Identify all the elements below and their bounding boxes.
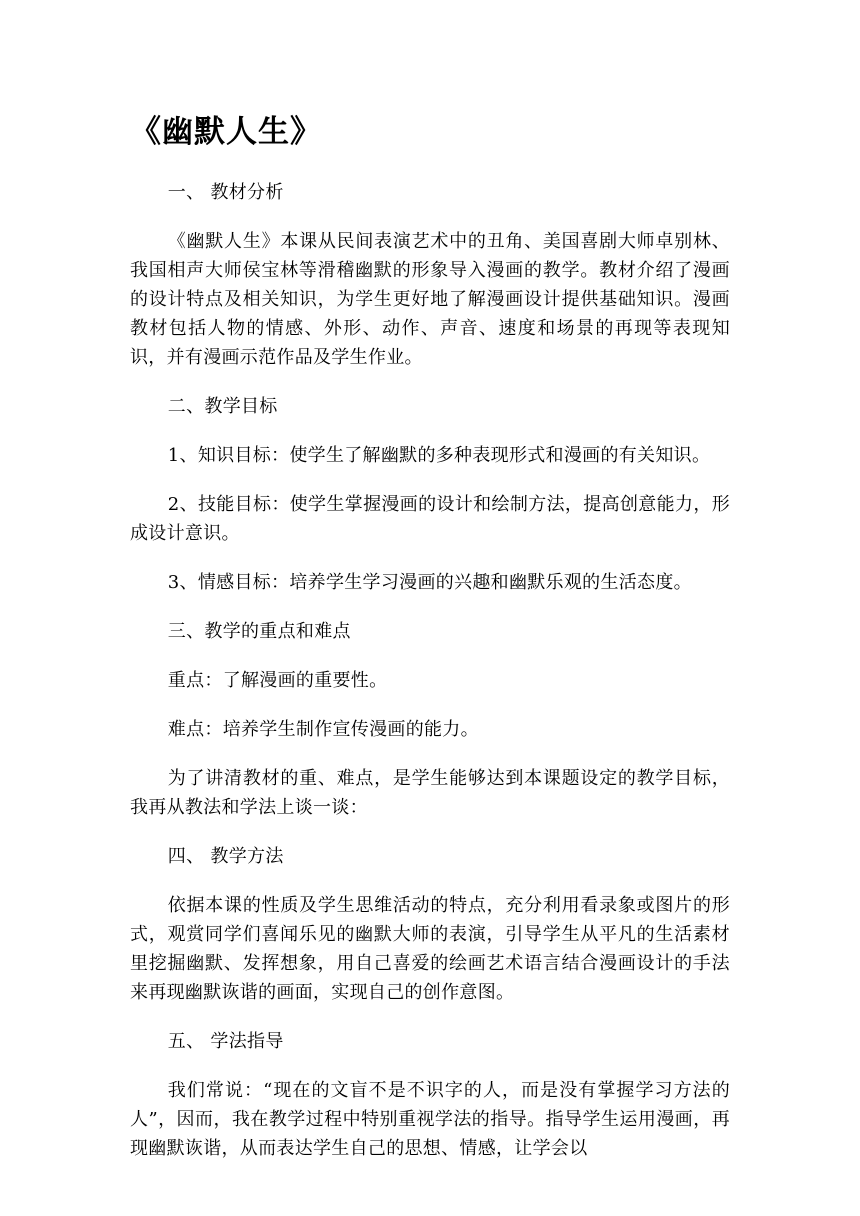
paragraph-goal-knowledge: 1、知识目标：使学生了解幽默的多种表现形式和漫画的有关知识。	[167, 445, 711, 466]
paragraph-materials: 《幽默人生》本课从民间表演艺术中的丑角、美国喜剧大师卓别林、我国相声大师侯宝林等滑稽幽默的形象导入漫画的教学。教材介绍了漫画的设计特点及相关知识，为学生更好地了解漫画设计提供基础知识。漫画教材包括人物的情感、外形、动作、声音、速度和场景的再现等表现知识，并有漫画示范作品及学生作业。	[130, 231, 730, 368]
section-heading-key-points: 三、教学的重点和难点	[167, 621, 351, 642]
paragraph-goal-emotion: 3、情感目标：培养学生学习漫画的兴趣和幽默乐观的生活态度。	[167, 572, 692, 593]
paragraph-difficult-point: 难点：培养学生制作宣传漫画的能力。	[167, 719, 479, 740]
section-heading-methods: 四、 教学方法	[167, 846, 284, 867]
paragraph-key-point: 重点：了解漫画的重要性。	[167, 670, 388, 691]
paragraph-methods: 依据本课的性质及学生思维活动的特点，充分利用看录象或图片的形式，观赏同学们喜闻乐见的幽默大师的表演，引导学生从平凡的生活素材里挖掘幽默、发挥想象，用自己喜爱的绘画艺术语言结合漫画设计的手法来再现幽默诙谐的画面，实现自己的创作意图。	[130, 895, 730, 1003]
paragraph-learning: 我们常说：“现在的文盲不是不识字的人，而是没有掌握学习方法的人”，因而，我在教学过程中特别重视学法的指导。指导学生运用漫画，再现幽默诙谐，从而表达学生自己的思想、情感，让学会以	[130, 1080, 730, 1159]
section-heading-goals: 二、教学目标	[167, 396, 278, 417]
document-title: 《幽默人生》	[130, 114, 322, 150]
paragraph-goal-skill: 2、技能目标：使学生掌握漫画的设计和绘制方法，提高创意能力，形成设计意识。	[130, 494, 730, 544]
paragraph-transition: 为了讲清教材的重、难点，是学生能够达到本课题设定的教学目标，我再从教法和学法上谈一谈：	[130, 768, 730, 818]
document-body	[130, 178, 730, 1183]
section-heading-materials: 一、 教材分析	[167, 182, 284, 203]
section-heading-learning: 五、 学法指导	[167, 1031, 284, 1052]
